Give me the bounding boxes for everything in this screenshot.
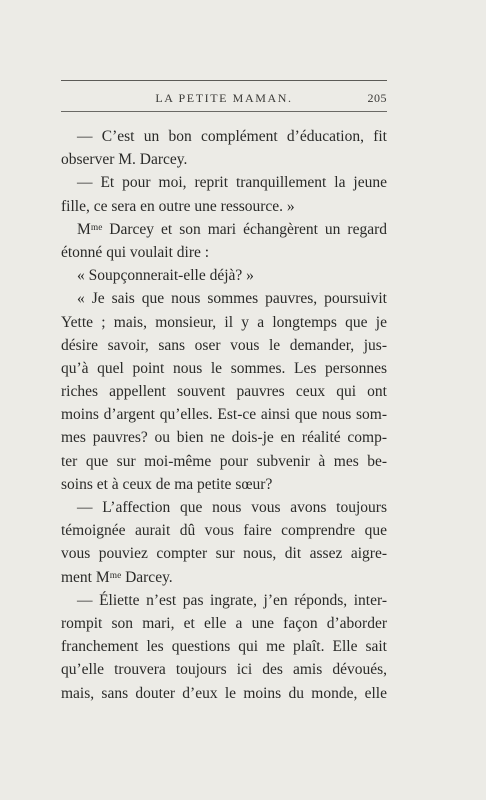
- text-line: — C’est un bon complément d’éducation, fit: [77, 128, 387, 145]
- text-line: rompit son mari, et elle a une façon d’aborder: [61, 614, 387, 632]
- text-line: — Éliette n’est pas ingrate, j’en réponds, inter-: [77, 591, 387, 609]
- text-line: « Soupçonnerait-elle déjà? »: [77, 267, 254, 285]
- text-line: vous pouviez compter sur nous, dit assez aigre-: [61, 545, 387, 563]
- text-line: — L’affection que nous vous avons toujours: [77, 499, 387, 516]
- page-number: 205: [367, 91, 387, 105]
- text-line: mais, sans douter d’eux le moins du monde, elle: [61, 684, 387, 702]
- body-text: [61, 125, 387, 705]
- text-line: fille, ce sera en outre une ressource. »: [61, 197, 295, 215]
- text-line: ment Mᵐᵉ Darcey.: [61, 568, 173, 586]
- header-rule: [61, 111, 387, 112]
- text-line: qu’à quel point nous le sommes. Les personnes: [61, 359, 387, 377]
- text-line: moins d’argent qu’elles. Est-ce ainsi que nous som-: [61, 406, 387, 424]
- text-line: étonné qui voulait dire :: [61, 243, 210, 261]
- running-head: [61, 91, 387, 109]
- running-title: LA PETITE MAMAN.: [155, 91, 293, 105]
- text-line: — Et pour moi, reprit tranquillement la jeune: [77, 174, 387, 192]
- text-line: ter que sur moi-même pour subvenir à mes be-: [61, 452, 387, 470]
- text-line: qu’elle trouvera toujours ici des amis dévoués,: [61, 661, 387, 679]
- text-line: Yette ; mais, monsieur, il y a longtemps que je: [61, 313, 387, 331]
- text-line: mes pauvres? ou bien ne dois-je en réalité comp-: [61, 429, 387, 447]
- text-line: riches appellent souvent pauvres ceux qui ont: [61, 383, 387, 401]
- text-line: observer M. Darcey.: [61, 151, 188, 169]
- text-line: témoignée aurait dû vous faire comprendre que: [61, 522, 387, 540]
- text-line: Mᵐᵉ Darcey et son mari échangèrent un regard: [77, 220, 387, 238]
- top-rule: [61, 80, 387, 81]
- text-line: soins et à ceux de ma petite sœur?: [61, 475, 273, 493]
- text-line: franchement les questions qui me plaît. Elle sait: [61, 638, 387, 656]
- text-line: désire savoir, sans oser vous le demander, jus-: [61, 336, 387, 354]
- text-line: « Je sais que nous sommes pauvres, poursuivit: [77, 290, 387, 308]
